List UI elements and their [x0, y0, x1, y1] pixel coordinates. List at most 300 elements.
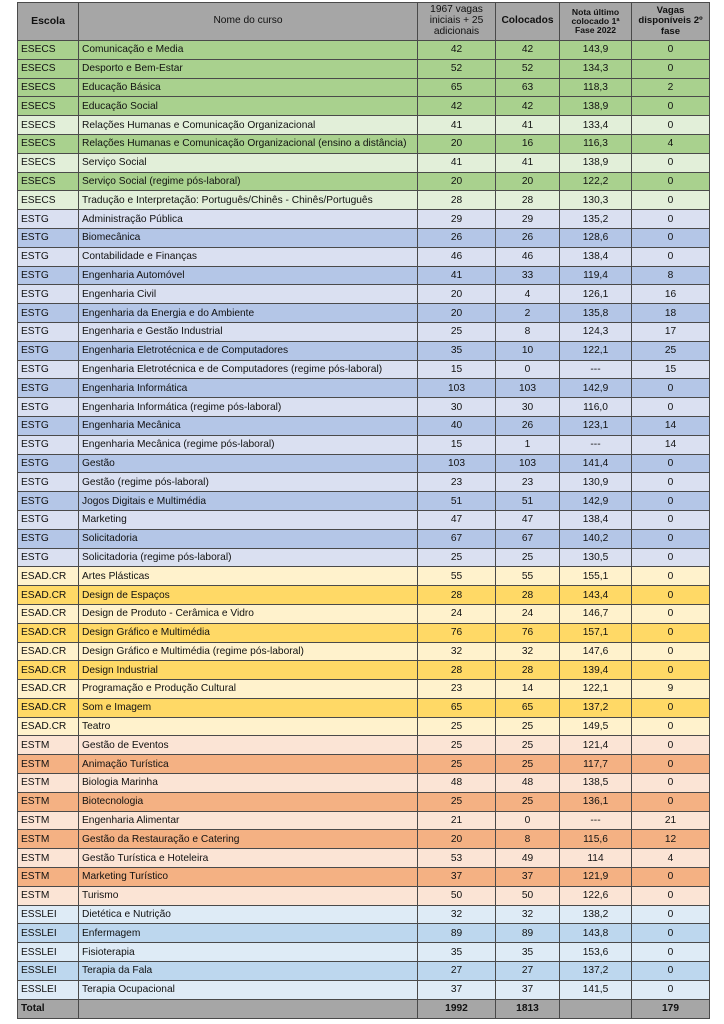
table-row	[18, 59, 710, 78]
cell-disponiveis: 0	[632, 717, 710, 736]
cell-colocados: 76	[496, 623, 560, 642]
cell-disponiveis: 0	[632, 642, 710, 661]
cell-curso: Engenharia Mecânica (regime pós-laboral)	[79, 435, 418, 454]
cell-vagas: 32	[418, 905, 496, 924]
cell-nota: 117,7	[560, 755, 632, 774]
cell-escola: ESTM	[18, 774, 79, 793]
cell-curso: Dietética e Nutrição	[79, 905, 418, 924]
cell-curso: Animação Turística	[79, 755, 418, 774]
cell-curso: Biomecânica	[79, 228, 418, 247]
cell-colocados: 33	[496, 266, 560, 285]
cell-nota: 124,3	[560, 322, 632, 341]
cell-curso: Serviço Social	[79, 153, 418, 172]
cell-nota: 123,1	[560, 416, 632, 435]
cell-disponiveis: 0	[632, 59, 710, 78]
cell-escola: ESTM	[18, 886, 79, 905]
cell-escola: ESECS	[18, 172, 79, 191]
cell-colocados: 32	[496, 905, 560, 924]
cell-colocados: 24	[496, 604, 560, 623]
cell-disponiveis: 0	[632, 962, 710, 981]
cell-disponiveis: 0	[632, 943, 710, 962]
table-row	[18, 548, 710, 567]
cell-escola: ESECS	[18, 97, 79, 116]
cell-nota: 119,4	[560, 266, 632, 285]
cell-curso: Design de Produto - Cerâmica e Vidro	[79, 604, 418, 623]
cell-colocados: 25	[496, 736, 560, 755]
cell-colocados: 48	[496, 774, 560, 793]
table-row	[18, 172, 710, 191]
table-row	[18, 228, 710, 247]
cell-colocados: 0	[496, 811, 560, 830]
cell-escola: ESAD.CR	[18, 642, 79, 661]
table-row	[18, 943, 710, 962]
table-row	[18, 435, 710, 454]
total-row	[18, 999, 710, 1018]
header-escola: Escola	[18, 3, 79, 41]
cell-escola: ESSLEI	[18, 943, 79, 962]
table-row	[18, 191, 710, 210]
cell-nota: 142,9	[560, 492, 632, 511]
header-nota: Nota último colocado 1ª Fase 2022	[560, 3, 632, 41]
cell-escola: ESECS	[18, 134, 79, 153]
cell-colocados: 8	[496, 322, 560, 341]
table-row	[18, 322, 710, 341]
cell-nota: 116,0	[560, 398, 632, 417]
cell-vagas: 46	[418, 247, 496, 266]
cell-vagas: 30	[418, 398, 496, 417]
table-body	[18, 41, 710, 1000]
cell-curso: Engenharia Eletrotécnica e de Computadores (regime pós-laboral)	[79, 360, 418, 379]
cell-vagas: 51	[418, 492, 496, 511]
cell-colocados: 50	[496, 886, 560, 905]
cell-disponiveis: 0	[632, 454, 710, 473]
cell-disponiveis: 0	[632, 473, 710, 492]
table-row	[18, 379, 710, 398]
cell-nota: 122,1	[560, 680, 632, 699]
table-row	[18, 736, 710, 755]
cell-escola: ESSLEI	[18, 980, 79, 999]
cell-nota: 142,9	[560, 379, 632, 398]
cell-escola: ESTM	[18, 792, 79, 811]
cell-curso: Artes Plásticas	[79, 567, 418, 586]
cell-vagas: 24	[418, 604, 496, 623]
table-row	[18, 416, 710, 435]
cell-vagas: 41	[418, 266, 496, 285]
cell-disponiveis: 0	[632, 886, 710, 905]
cell-escola: ESTG	[18, 341, 79, 360]
cell-escola: ESECS	[18, 116, 79, 135]
cell-curso: Relações Humanas e Comunicação Organizacional (ensino a distância)	[79, 134, 418, 153]
cell-disponiveis: 0	[632, 905, 710, 924]
cell-disponiveis: 0	[632, 661, 710, 680]
cell-vagas: 15	[418, 360, 496, 379]
cell-colocados: 25	[496, 548, 560, 567]
total-label: Total	[18, 999, 79, 1018]
cell-vagas: 15	[418, 435, 496, 454]
cell-colocados: 42	[496, 97, 560, 116]
cell-curso: Relações Humanas e Comunicação Organizacional	[79, 116, 418, 135]
cell-curso: Engenharia Civil	[79, 285, 418, 304]
cell-disponiveis: 0	[632, 379, 710, 398]
cell-colocados: 55	[496, 567, 560, 586]
cell-curso: Jogos Digitais e Multimédia	[79, 492, 418, 511]
cell-escola: ESAD.CR	[18, 604, 79, 623]
cell-vagas: 41	[418, 116, 496, 135]
cell-curso: Engenharia Alimentar	[79, 811, 418, 830]
cell-escola: ESTG	[18, 398, 79, 417]
table-row	[18, 97, 710, 116]
cell-nota: 114	[560, 849, 632, 868]
cell-colocados: 16	[496, 134, 560, 153]
cell-curso: Gestão da Restauração e Catering	[79, 830, 418, 849]
cell-nota: 121,9	[560, 868, 632, 887]
cell-curso: Gestão de Eventos	[79, 736, 418, 755]
table-row	[18, 623, 710, 642]
cell-colocados: 89	[496, 924, 560, 943]
cell-nota: 157,1	[560, 623, 632, 642]
total-nota-blank	[560, 999, 632, 1018]
cell-colocados: 23	[496, 473, 560, 492]
cell-nota: 146,7	[560, 604, 632, 623]
cell-escola: ESTG	[18, 510, 79, 529]
cell-disponiveis: 0	[632, 228, 710, 247]
cell-escola: ESECS	[18, 78, 79, 97]
cell-colocados: 103	[496, 379, 560, 398]
cell-vagas: 42	[418, 97, 496, 116]
cell-nota: 130,9	[560, 473, 632, 492]
cell-disponiveis: 15	[632, 360, 710, 379]
table-row	[18, 360, 710, 379]
cell-nota: 137,2	[560, 698, 632, 717]
cell-colocados: 103	[496, 454, 560, 473]
cell-colocados: 32	[496, 642, 560, 661]
cell-nota: 118,3	[560, 78, 632, 97]
cell-nota: 138,9	[560, 153, 632, 172]
cell-disponiveis: 0	[632, 980, 710, 999]
cell-disponiveis: 0	[632, 567, 710, 586]
cell-curso: Engenharia Informática (regime pós-laboral)	[79, 398, 418, 417]
cell-curso: Terapia Ocupacional	[79, 980, 418, 999]
cell-disponiveis: 0	[632, 247, 710, 266]
cell-nota: 138,5	[560, 774, 632, 793]
cell-curso: Design Industrial	[79, 661, 418, 680]
cell-colocados: 1	[496, 435, 560, 454]
cell-vagas: 20	[418, 304, 496, 323]
cell-colocados: 28	[496, 661, 560, 680]
cell-nota: 138,2	[560, 905, 632, 924]
cell-vagas: 41	[418, 153, 496, 172]
cell-vagas: 25	[418, 792, 496, 811]
cell-vagas: 25	[418, 548, 496, 567]
cell-disponiveis: 9	[632, 680, 710, 699]
cell-disponiveis: 18	[632, 304, 710, 323]
header-curso: Nome do curso	[79, 3, 418, 41]
header-colocados: Colocados	[496, 3, 560, 41]
table-row	[18, 266, 710, 285]
table-row	[18, 116, 710, 135]
cell-vagas: 23	[418, 680, 496, 699]
cell-vagas: 20	[418, 134, 496, 153]
cell-vagas: 23	[418, 473, 496, 492]
cell-vagas: 27	[418, 962, 496, 981]
cell-curso: Terapia da Fala	[79, 962, 418, 981]
cell-escola: ESAD.CR	[18, 717, 79, 736]
table-row	[18, 510, 710, 529]
cell-escola: ESTG	[18, 473, 79, 492]
cell-disponiveis: 0	[632, 191, 710, 210]
table-row	[18, 604, 710, 623]
cell-disponiveis: 0	[632, 210, 710, 229]
cell-curso: Desporto e Bem-Estar	[79, 59, 418, 78]
table-row	[18, 454, 710, 473]
cell-disponiveis: 21	[632, 811, 710, 830]
table-row	[18, 153, 710, 172]
cell-colocados: 26	[496, 228, 560, 247]
cell-escola: ESTG	[18, 285, 79, 304]
cell-colocados: 41	[496, 116, 560, 135]
cell-disponiveis: 0	[632, 398, 710, 417]
table-row	[18, 698, 710, 717]
table-row	[18, 473, 710, 492]
cell-vagas: 103	[418, 379, 496, 398]
cell-escola: ESTG	[18, 247, 79, 266]
cell-vagas: 28	[418, 191, 496, 210]
total-vagas: 1992	[418, 999, 496, 1018]
cell-curso: Engenharia Mecânica	[79, 416, 418, 435]
table-row	[18, 905, 710, 924]
cell-escola: ESTG	[18, 360, 79, 379]
cell-curso: Tradução e Interpretação: Português/Chinês - Chinês/Português	[79, 191, 418, 210]
cell-vagas: 40	[418, 416, 496, 435]
cell-curso: Gestão	[79, 454, 418, 473]
cell-nota: 138,4	[560, 247, 632, 266]
cell-nota: 140,2	[560, 529, 632, 548]
cell-vagas: 89	[418, 924, 496, 943]
cell-nota: 122,1	[560, 341, 632, 360]
cell-curso: Contabilidade e Finanças	[79, 247, 418, 266]
cell-disponiveis: 0	[632, 492, 710, 511]
cell-vagas: 42	[418, 41, 496, 60]
cell-escola: ESTG	[18, 322, 79, 341]
cell-colocados: 41	[496, 153, 560, 172]
cell-nota: 141,5	[560, 980, 632, 999]
cell-vagas: 37	[418, 980, 496, 999]
cell-disponiveis: 0	[632, 698, 710, 717]
cell-colocados: 8	[496, 830, 560, 849]
table-row	[18, 811, 710, 830]
cell-colocados: 14	[496, 680, 560, 699]
cell-escola: ESTM	[18, 736, 79, 755]
table-row	[18, 792, 710, 811]
cell-escola: ESTG	[18, 435, 79, 454]
vacancies-table	[17, 2, 710, 1019]
cell-disponiveis: 0	[632, 924, 710, 943]
cell-escola: ESECS	[18, 191, 79, 210]
cell-curso: Engenharia Informática	[79, 379, 418, 398]
cell-vagas: 20	[418, 285, 496, 304]
cell-vagas: 25	[418, 736, 496, 755]
cell-disponiveis: 2	[632, 78, 710, 97]
cell-colocados: 35	[496, 943, 560, 962]
table-row	[18, 492, 710, 511]
cell-vagas: 65	[418, 698, 496, 717]
cell-vagas: 35	[418, 341, 496, 360]
cell-vagas: 67	[418, 529, 496, 548]
table-row	[18, 210, 710, 229]
cell-disponiveis: 0	[632, 604, 710, 623]
cell-curso: Engenharia da Energia e do Ambiente	[79, 304, 418, 323]
cell-disponiveis: 0	[632, 548, 710, 567]
cell-escola: ESTM	[18, 811, 79, 830]
cell-disponiveis: 0	[632, 510, 710, 529]
cell-disponiveis: 0	[632, 774, 710, 793]
cell-colocados: 28	[496, 191, 560, 210]
total-colocados: 1813	[496, 999, 560, 1018]
cell-vagas: 35	[418, 943, 496, 962]
cell-disponiveis: 14	[632, 435, 710, 454]
cell-escola: ESTG	[18, 266, 79, 285]
cell-disponiveis: 0	[632, 736, 710, 755]
cell-vagas: 47	[418, 510, 496, 529]
cell-escola: ESTG	[18, 454, 79, 473]
cell-colocados: 49	[496, 849, 560, 868]
cell-nota: 137,2	[560, 962, 632, 981]
cell-escola: ESTM	[18, 849, 79, 868]
cell-curso: Engenharia e Gestão Industrial	[79, 322, 418, 341]
cell-disponiveis: 4	[632, 849, 710, 868]
cell-nota: 149,5	[560, 717, 632, 736]
table-row	[18, 868, 710, 887]
cell-escola: ESTM	[18, 868, 79, 887]
cell-curso: Marketing	[79, 510, 418, 529]
cell-nota: 121,4	[560, 736, 632, 755]
cell-curso: Engenharia Automóvel	[79, 266, 418, 285]
cell-nota: 155,1	[560, 567, 632, 586]
cell-disponiveis: 0	[632, 116, 710, 135]
cell-vagas: 21	[418, 811, 496, 830]
cell-colocados: 42	[496, 41, 560, 60]
table-row	[18, 774, 710, 793]
table-row	[18, 924, 710, 943]
cell-disponiveis: 0	[632, 586, 710, 605]
cell-nota: 134,3	[560, 59, 632, 78]
cell-escola: ESSLEI	[18, 924, 79, 943]
cell-colocados: 52	[496, 59, 560, 78]
cell-colocados: 10	[496, 341, 560, 360]
cell-colocados: 25	[496, 717, 560, 736]
cell-colocados: 37	[496, 980, 560, 999]
cell-disponiveis: 0	[632, 623, 710, 642]
cell-colocados: 2	[496, 304, 560, 323]
cell-vagas: 55	[418, 567, 496, 586]
table-row	[18, 962, 710, 981]
cell-vagas: 50	[418, 886, 496, 905]
table-row	[18, 849, 710, 868]
cell-disponiveis: 0	[632, 153, 710, 172]
table-row	[18, 680, 710, 699]
table-row	[18, 717, 710, 736]
cell-curso: Biotecnologia	[79, 792, 418, 811]
table-row	[18, 285, 710, 304]
cell-nota: 138,4	[560, 510, 632, 529]
cell-nota: 135,8	[560, 304, 632, 323]
cell-nota: 138,9	[560, 97, 632, 116]
cell-escola: ESTG	[18, 548, 79, 567]
cell-nota: ---	[560, 435, 632, 454]
cell-nota: 135,2	[560, 210, 632, 229]
cell-curso: Administração Pública	[79, 210, 418, 229]
cell-escola: ESECS	[18, 59, 79, 78]
cell-colocados: 25	[496, 755, 560, 774]
cell-nota: ---	[560, 360, 632, 379]
cell-nota: 130,3	[560, 191, 632, 210]
cell-disponiveis: 14	[632, 416, 710, 435]
cell-curso: Biologia Marinha	[79, 774, 418, 793]
cell-curso: Engenharia Eletrotécnica e de Computadores	[79, 341, 418, 360]
cell-vagas: 25	[418, 322, 496, 341]
cell-vagas: 48	[418, 774, 496, 793]
cell-curso: Design de Espaços	[79, 586, 418, 605]
table-row	[18, 980, 710, 999]
cell-nota: 143,4	[560, 586, 632, 605]
cell-disponiveis: 0	[632, 97, 710, 116]
cell-vagas: 32	[418, 642, 496, 661]
cell-curso: Gestão (regime pós-laboral)	[79, 473, 418, 492]
cell-colocados: 20	[496, 172, 560, 191]
total-blank	[79, 999, 418, 1018]
cell-colocados: 0	[496, 360, 560, 379]
table-row	[18, 398, 710, 417]
header-vagas: 1967 vagas iniciais + 25 adicionais	[418, 3, 496, 41]
cell-colocados: 25	[496, 792, 560, 811]
cell-nota: 139,4	[560, 661, 632, 680]
cell-vagas: 20	[418, 172, 496, 191]
cell-nota: 143,8	[560, 924, 632, 943]
cell-colocados: 26	[496, 416, 560, 435]
cell-escola: ESTG	[18, 379, 79, 398]
cell-curso: Gestão Turística e Hoteleira	[79, 849, 418, 868]
cell-curso: Solicitadoria	[79, 529, 418, 548]
cell-escola: ESECS	[18, 41, 79, 60]
cell-curso: Marketing Turístico	[79, 868, 418, 887]
cell-nota: 136,1	[560, 792, 632, 811]
cell-nota: 147,6	[560, 642, 632, 661]
table-row	[18, 134, 710, 153]
header-disponiveis: Vagas disponíveis 2º fase	[632, 3, 710, 41]
cell-nota: 130,5	[560, 548, 632, 567]
cell-vagas: 26	[418, 228, 496, 247]
cell-nota: 153,6	[560, 943, 632, 962]
cell-curso: Design Gráfico e Multimédia (regime pós-laboral)	[79, 642, 418, 661]
cell-curso: Comunicação e Media	[79, 41, 418, 60]
cell-vagas: 29	[418, 210, 496, 229]
cell-escola: ESSLEI	[18, 905, 79, 924]
cell-curso: Som e Imagem	[79, 698, 418, 717]
cell-curso: Design Gráfico e Multimédia	[79, 623, 418, 642]
cell-disponiveis: 0	[632, 755, 710, 774]
cell-vagas: 37	[418, 868, 496, 887]
table-row	[18, 247, 710, 266]
cell-nota: 128,6	[560, 228, 632, 247]
header-row	[18, 3, 710, 41]
table-row	[18, 529, 710, 548]
table-row	[18, 661, 710, 680]
total-disp: 179	[632, 999, 710, 1018]
cell-disponiveis: 16	[632, 285, 710, 304]
table-row	[18, 567, 710, 586]
cell-escola: ESAD.CR	[18, 680, 79, 699]
cell-colocados: 28	[496, 586, 560, 605]
